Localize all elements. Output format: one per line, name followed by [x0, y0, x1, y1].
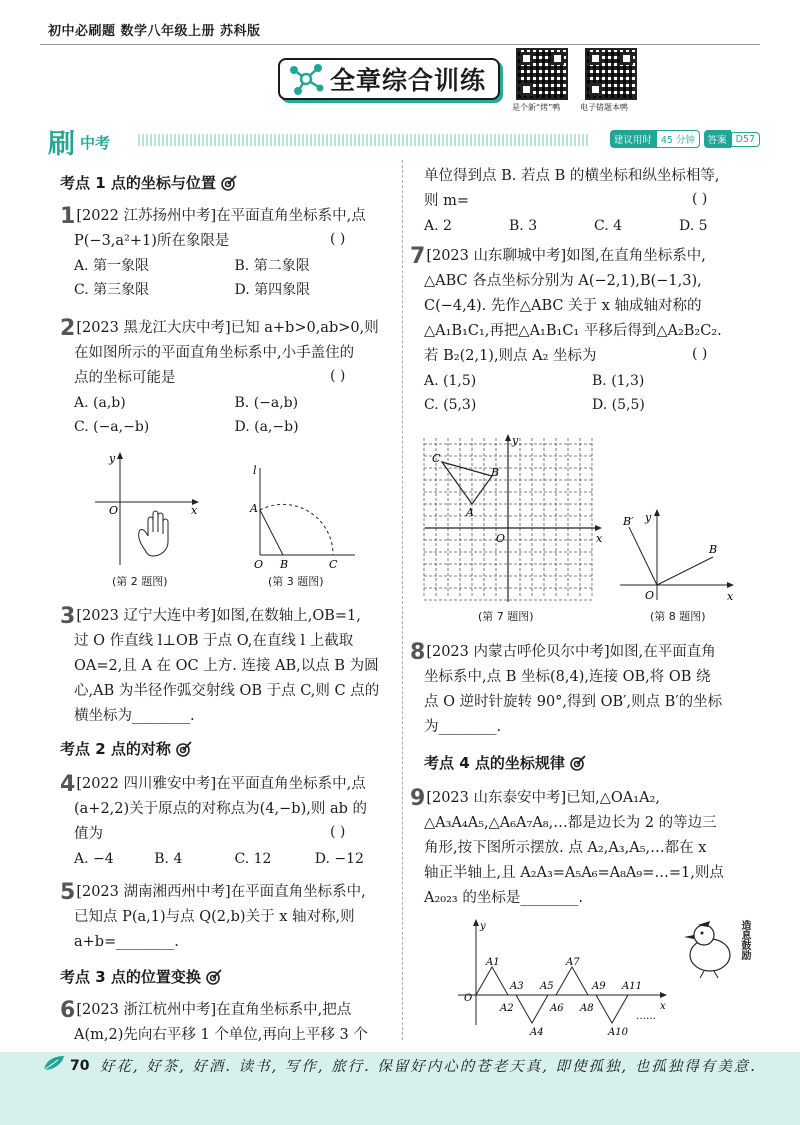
- question-text: 心,AB 为半径作弧交射线 OB 于点 C,则 C 点的: [74, 683, 380, 699]
- chapter-banner: [278, 58, 500, 100]
- question-4: [60, 772, 395, 871]
- fig9-label-a6: A6: [550, 1003, 564, 1014]
- question-text: OA=2,且 A 在 OC 上方. 连接 AB,以点 B 为圆: [74, 658, 379, 674]
- options: [60, 847, 395, 871]
- option-b[interactable]: B. 第二象限: [234, 258, 310, 274]
- question-text: [2023 黑龙江大庆中考]已知 a+b>0,ab>0,则: [76, 320, 379, 336]
- suggested-time: [610, 130, 700, 148]
- fig9-label-a1: A1: [486, 957, 500, 968]
- fig7-b-label: B: [491, 466, 500, 479]
- option-d[interactable]: D. −12: [314, 851, 364, 867]
- option-c[interactable]: C. (−a,−b): [74, 419, 150, 435]
- figure-3-caption: (第 3 题图): [268, 575, 324, 588]
- book-header: 初中必刷题 数学八年级上册 苏科版: [48, 24, 261, 39]
- section-name: 中考: [80, 134, 111, 152]
- answer-label: 答案: [704, 130, 731, 148]
- hand-icon: [139, 511, 168, 556]
- question-6: [60, 998, 395, 1048]
- question-number: 7: [410, 244, 426, 269]
- chapter-title: 全章综合训练: [330, 66, 487, 95]
- question-text: [2023 浙江杭州中考]在直角坐标系中,把点: [76, 1002, 352, 1018]
- target-icon: [176, 741, 192, 757]
- question-text: △A₁B₁C₁,再把△A₁B₁C₁ 平移后得到△A₂B₂C₂.: [424, 323, 722, 339]
- figure-7-caption: (第 7 题图): [478, 610, 534, 623]
- fig8-y-label: y: [645, 511, 652, 524]
- question-number: 5: [60, 880, 76, 905]
- question-5: [60, 880, 395, 955]
- time-value: 45 分钟: [656, 130, 700, 148]
- option-a[interactable]: A. −4: [74, 851, 114, 867]
- figure-2-caption: (第 2 题图): [112, 575, 168, 588]
- question-text: [2023 湖南湘西州中考]在平面直角坐标系中,: [76, 884, 366, 900]
- question-number: 6: [60, 998, 76, 1023]
- fig8-origin-label: O: [645, 589, 655, 602]
- question-3: [60, 604, 395, 729]
- keypoint-3-title: 考点 3 点的位置变换: [60, 968, 201, 986]
- mascot-caption: 造息鼓励: [739, 920, 750, 960]
- section-shua: 刷: [48, 129, 75, 160]
- fig2-y-label: y: [109, 452, 116, 465]
- question-text: 若 B₂(2,1),则点 A₂ 坐标为: [424, 348, 597, 364]
- question-number: 9: [410, 786, 426, 811]
- option-a[interactable]: A. (1,5): [424, 373, 477, 389]
- question-text: [2023 内蒙古呼伦贝尔中考]如图,在平面直角: [426, 644, 716, 660]
- option-a[interactable]: A. (a,b): [74, 395, 126, 411]
- question-text: [2023 山东聊城中考]如图,在直角坐标系中,: [426, 248, 706, 264]
- option-b[interactable]: B. 3: [509, 218, 538, 234]
- option-c[interactable]: C. 4: [594, 218, 623, 234]
- figure-8-caption: (第 8 题图): [650, 610, 706, 623]
- option-a[interactable]: A. 2: [424, 218, 452, 234]
- leaf-icon: [40, 1052, 68, 1074]
- question-text: A₂₀₂₃ 的坐标是________.: [424, 890, 583, 906]
- answer-value: D57: [731, 132, 760, 147]
- question-text: 横坐标为________.: [74, 708, 195, 724]
- fig3-a-label: A: [250, 502, 258, 515]
- question-text: 坐标系中,点 B 坐标(8,4),连接 OB,将 OB 绕: [424, 669, 711, 685]
- question-6-continued: [424, 164, 764, 238]
- keypoint-1-title: 考点 1 点的坐标与位置: [60, 174, 216, 192]
- option-b[interactable]: B. (−a,b): [234, 395, 299, 411]
- option-c[interactable]: C. 第三象限: [74, 282, 150, 298]
- question-number: 3: [60, 604, 76, 629]
- molecule-icon: [284, 60, 328, 98]
- qr-label-right: 电子错题本鸭: [580, 103, 628, 112]
- question-text: 过 O 作直线 l⊥OB 于点 O,在直线 l 上截取: [74, 633, 354, 649]
- fig9-y-label: y: [480, 921, 486, 932]
- question-text: 为________.: [424, 719, 502, 735]
- fig7-origin-label: O: [496, 532, 506, 545]
- figure-3: [240, 460, 360, 570]
- fig9-ellipsis: ……: [636, 1011, 656, 1022]
- fig8-bprime-label: B′: [623, 515, 634, 528]
- question-text: a+b=________.: [74, 934, 179, 950]
- question-number: 2: [60, 316, 76, 341]
- keypoint-2-heading: [60, 738, 192, 759]
- question-number: 8: [410, 640, 426, 665]
- fig9-label-a8: A8: [580, 1003, 594, 1014]
- fig7-c-label: C: [432, 452, 441, 465]
- figure-9: [448, 915, 683, 1040]
- keypoint-3-heading: [60, 966, 222, 987]
- option-d[interactable]: D. 5: [679, 218, 708, 234]
- question-text: 在如图所示的平面直角坐标系中,小手盖住的: [74, 345, 355, 361]
- question-text: [2022 四川雅安中考]在平面直角坐标系中,点: [76, 776, 366, 792]
- options: [60, 391, 395, 439]
- keypoint-4-title: 考点 4 点的坐标规律: [424, 754, 565, 772]
- fig9-origin-label: O: [464, 993, 473, 1004]
- qr-code-right[interactable]: [585, 48, 637, 100]
- fig9-label-a10: A10: [608, 1027, 628, 1038]
- question-text: 角形,按下图所示摆放. 点 A₂,A₃,A₅,…都在 x: [424, 840, 707, 856]
- answer-paren[interactable]: ( ): [692, 191, 708, 207]
- fig9-label-a9: A9: [592, 981, 606, 992]
- fig8-x-label: x: [727, 590, 734, 603]
- option-d[interactable]: D. (5,5): [592, 397, 645, 413]
- question-text: 值为: [74, 826, 103, 842]
- keypoint-2-title: 考点 2 点的对称: [60, 740, 171, 758]
- fig9-x-label: x: [660, 1001, 666, 1012]
- fig9-label-a4: A4: [530, 1027, 544, 1038]
- figure-8: [615, 505, 735, 605]
- question-number: 1: [60, 204, 76, 229]
- fig2-origin-label: O: [109, 504, 119, 517]
- question-1: [60, 204, 395, 302]
- question-text: 则 m=: [424, 193, 470, 209]
- answer-paren[interactable]: ( ): [692, 346, 708, 362]
- figure-7: [420, 432, 605, 607]
- answer-page: [704, 130, 760, 148]
- target-icon: [570, 755, 586, 771]
- section-stripes: [138, 134, 590, 146]
- question-text: (a+2,2)关于原点的对称点为(4,−b),则 ab 的: [74, 801, 368, 817]
- question-text: 已知点 P(a,1)与点 Q(2,b)关于 x 轴对称,则: [74, 909, 355, 925]
- section-bar: [48, 126, 760, 160]
- header-rule: [40, 44, 760, 45]
- option-c[interactable]: C. (5,3): [424, 397, 477, 413]
- question-text: A(m,2)先向右平移 1 个单位,再向上平移 3 个: [74, 1027, 368, 1043]
- answer-paren[interactable]: ( ): [330, 368, 346, 384]
- qr-code-left[interactable]: [516, 48, 568, 100]
- answer-paren[interactable]: ( ): [330, 824, 346, 840]
- fig9-label-a2: A2: [500, 1003, 514, 1014]
- fig9-label-a11: A11: [622, 981, 642, 992]
- keypoint-4-heading: [424, 752, 586, 773]
- options: [60, 254, 395, 302]
- option-a[interactable]: A. 第一象限: [74, 258, 150, 274]
- question-text: [2022 江苏扬州中考]在平面直角坐标系中,点: [76, 208, 366, 224]
- options: [424, 214, 764, 238]
- fig3-c-label: C: [329, 558, 338, 570]
- question-text: 点的坐标可能是: [74, 370, 176, 386]
- option-d[interactable]: D. (a,−b): [234, 419, 299, 435]
- fig3-o-label: O: [254, 558, 264, 570]
- question-number: 4: [60, 772, 76, 797]
- answer-paren[interactable]: ( ): [330, 231, 346, 247]
- question-text: △A₃A₄A₅,△A₆A₇A₈,…都是边长为 2 的等边三: [424, 815, 717, 831]
- option-b[interactable]: B. (1,3): [592, 373, 645, 389]
- fig9-label-a5: A5: [540, 981, 554, 992]
- fig7-y-label: y: [512, 434, 519, 447]
- footer-motto: 好花, 好茶, 好酒. 读书, 写作, 旅行. 保留好内心的苍老天真, 即使孤独, 也孤独得有美意.: [100, 1059, 757, 1075]
- fig8-b-label: B: [709, 543, 718, 556]
- time-label: 建议用时: [610, 130, 656, 148]
- option-b[interactable]: B. 4: [154, 851, 183, 867]
- question-9: [410, 786, 760, 911]
- fig3-l-label: l: [253, 464, 257, 477]
- option-d[interactable]: D. 第四象限: [234, 282, 311, 298]
- question-text: [2023 辽宁大连中考]如图,在数轴上,OB=1,: [76, 608, 361, 624]
- qr-label-left: 是个新“烤”鸭: [512, 103, 561, 112]
- question-text: C(−4,4). 先作△ABC 关于 x 轴成轴对称的: [424, 298, 702, 314]
- option-c[interactable]: C. 12: [234, 851, 272, 867]
- fig3-b-label: B: [280, 558, 289, 570]
- fig9-label-a3: A3: [510, 981, 524, 992]
- fig7-a-label: A: [466, 506, 474, 519]
- question-text: 单位得到点 B. 若点 B 的横坐标和纵坐标相等,: [424, 168, 720, 184]
- question-7: [410, 244, 760, 417]
- fig2-x-label: x: [191, 504, 198, 517]
- target-icon: [221, 175, 237, 191]
- question-text: 点 O 逆时针旋转 90°,得到 OB′,则点 B′的坐标: [424, 694, 723, 710]
- question-text: [2023 山东泰安中考]已知,△OA₁A₂,: [426, 790, 660, 806]
- question-text: P(−3,a²+1)所在象限是: [74, 233, 230, 249]
- question-8: [410, 640, 760, 740]
- fig7-x-label: x: [596, 532, 603, 545]
- column-divider: [402, 160, 403, 1040]
- keypoint-1-heading: [60, 172, 237, 193]
- options: [410, 369, 760, 417]
- page-number: 70: [70, 1058, 90, 1074]
- figure-2: [95, 450, 205, 570]
- fig9-label-a7: A7: [566, 957, 580, 968]
- question-text: △ABC 各点坐标分别为 A(−2,1),B(−1,3),: [424, 273, 702, 289]
- target-icon: [206, 969, 222, 985]
- question-text: 轴正半轴上,且 A₂A₃=A₅A₆=A₈A₉=…=1,则点: [424, 865, 724, 881]
